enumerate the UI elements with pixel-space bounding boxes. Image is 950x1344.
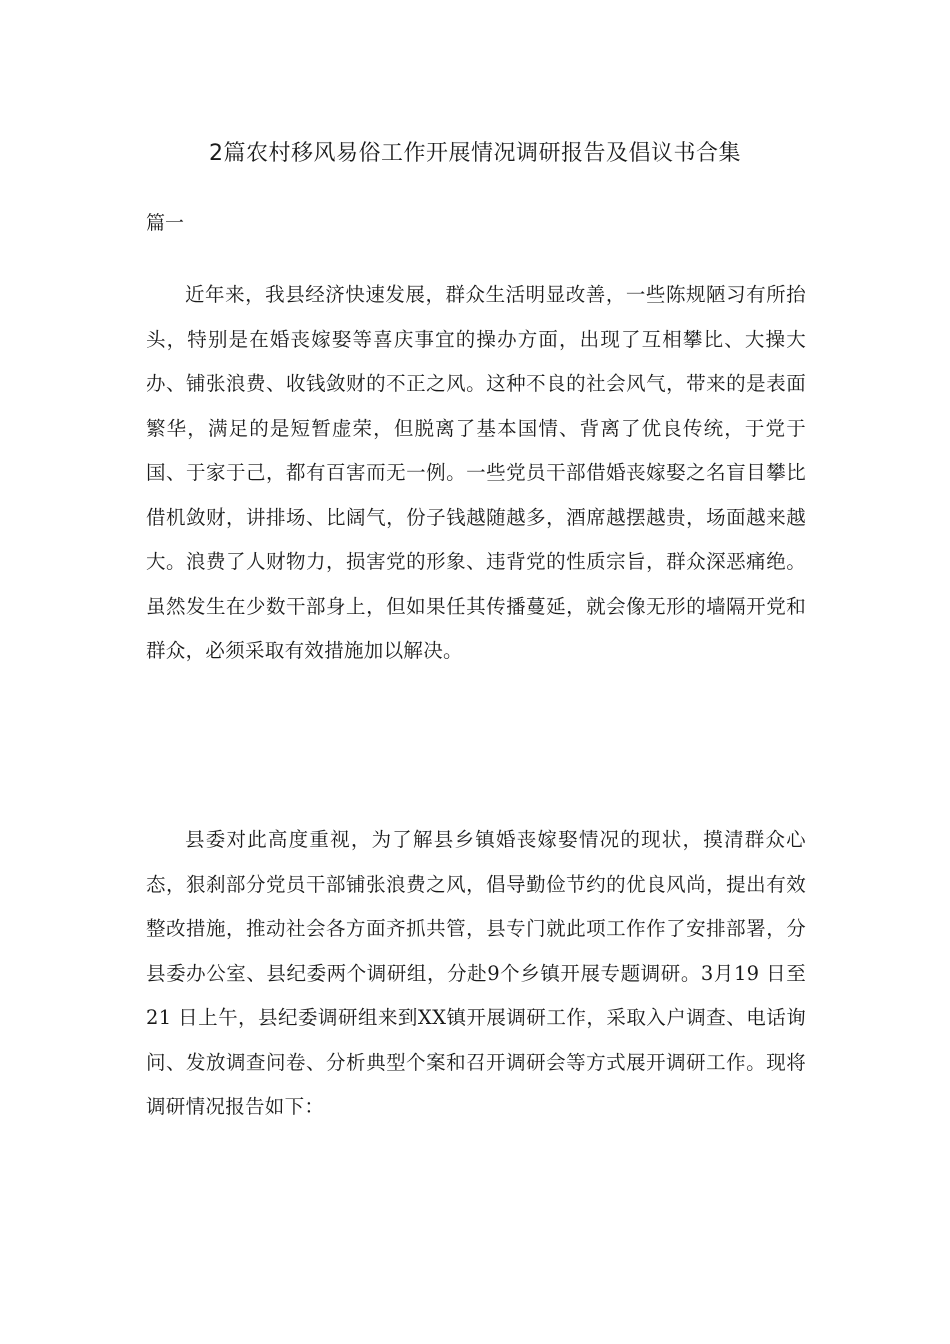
- body-paragraph-1: 近年来，我县经济快速发展，群众生活明显改善，一些陈规陋习有所抬头，特别是在婚丧嫁娶等喜庆事宜的操办方面，出现了互相攀比、大操大办、铺张浪费、收钱敛财的不正之风。这种不良的社会风气，带来的是表面繁华，满足的是短暂虚荣，但脱离了基本国情、背离了优良传统，于党于国、于家于己，都有百害而无一例。一些党员干部借婚丧嫁娶之名盲目攀比借机敛财，讲排场、比阔气，份子钱越随越多，酒席越摆越贵，场面越来越大。浪费了人财物力，损害党的形象、违背党的性质宗旨，群众深恶痛绝。虽然发生在少数干部身上，但如果任其传播蔓延，就会像无形的墙隔开党和群众，必须采取有效措施加以解决。: [146, 283, 806, 662]
- document-title: 2篇农村移风易俗工作开展情况调研报告及倡议书合集: [209, 141, 741, 166]
- body-paragraph-2: 县委对此高度重视，为了解县乡镇婚丧嫁娶情况的现状，摸清群众心态，狠刹部分党员干部铺张浪费之风，倡导勤俭节约的优良风尚，提出有效整改措施，推动社会各方面齐抓共管，县专门就此项工作作了安排部署，分县委办公室、县纪委两个调研组，分赴9个乡镇开展专题调研。3月19 日至21 日上午，县纪委调研组来到XX镇开展调研工作，采取入户调查、电话询问、发放调查问卷、分析典型个案和召开调研会等方式展开调研工作。现将调研情况报告如下：: [146, 828, 806, 1118]
- section-heading: 篇一: [146, 212, 185, 234]
